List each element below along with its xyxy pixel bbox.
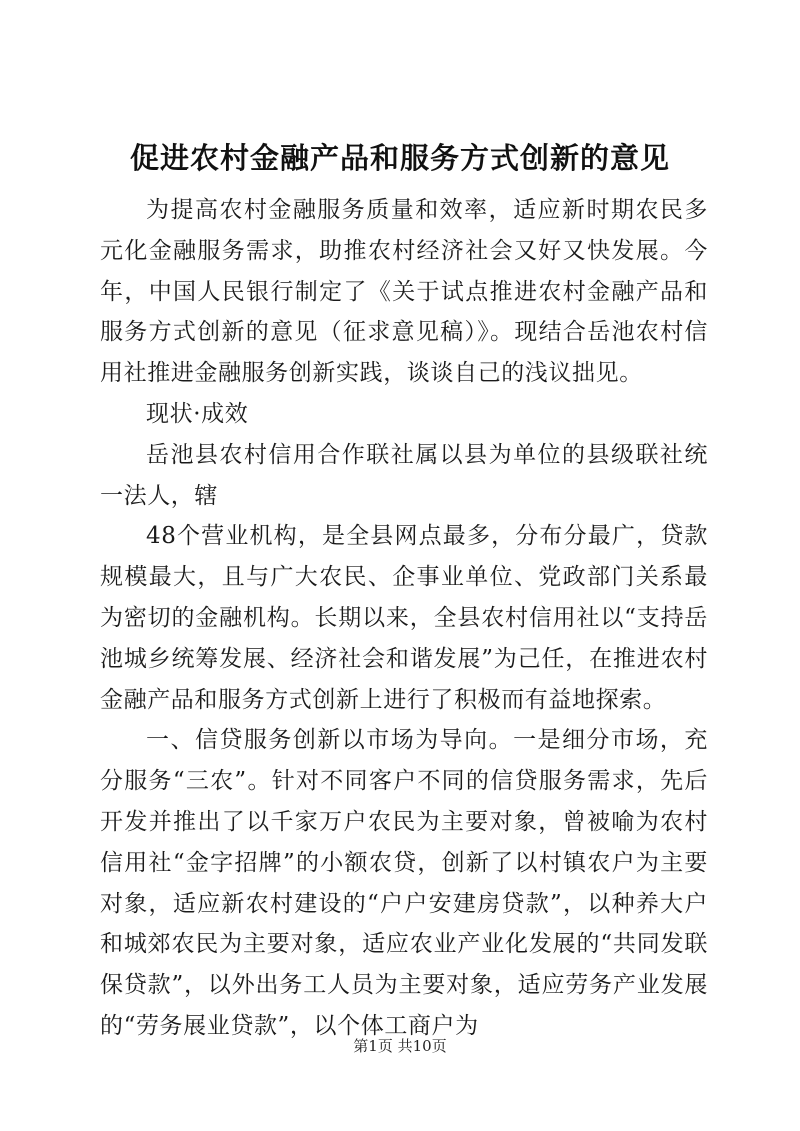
page-footer: 第1页 共10页 bbox=[353, 1037, 447, 1055]
document-body bbox=[100, 190, 708, 1047]
paragraph-credit-innovation: 一、信贷服务创新以市场为导向。一是细分市场，充分服务“三农”。针对不同客户不同的信贷服务需求，先后开发并推出了以千家万户农民为主要对象，曾被喻为农村信用社“金字招牌”的小额农贷，创新了以村镇农户为主要对象，适应新农村建设的“户户安建房贷款”，以种养大户和城郊农民为主要对象，适应农业产业化发展的“共同发联保贷款”，以外出务工人员为主要对象，适应劳务产业发展的“劳务展业贷款”，以个体工商户为 bbox=[100, 727, 708, 1039]
document-title: 促进农村金融产品和服务方式创新的意见 bbox=[129, 141, 670, 175]
paragraph-status: 岳池县农村信用合作联社属以县为单位的县级联社统一法人，辖 bbox=[100, 441, 708, 509]
paragraph-intro: 为提高农村金融服务质量和效率，适应新时期农民多元化金融服务需求，助推农村经济社会又好又快发展。今年，中国人民银行制定了《关于试点推进农村金融产品和服务方式创新的意见（征求意见稿）》。现结合岳池农村信用社推进金融服务创新实践，谈谈自己的浅议拙见。 bbox=[100, 197, 708, 387]
section-heading-status: 现状·成效 bbox=[146, 400, 249, 427]
paragraph-branches: 48个营业机构，是全县网点最多，分布分最广，贷款规模最大，且与广大农民、企事业单位、党政部门关系最为密切的金融机构。长期以来，全县农村信用社以“支持岳池城乡统筹发展、经济社会和谐发展”为己任，在推进农村金融产品和服务方式创新上进行了积极而有益地探索。 bbox=[100, 523, 708, 713]
